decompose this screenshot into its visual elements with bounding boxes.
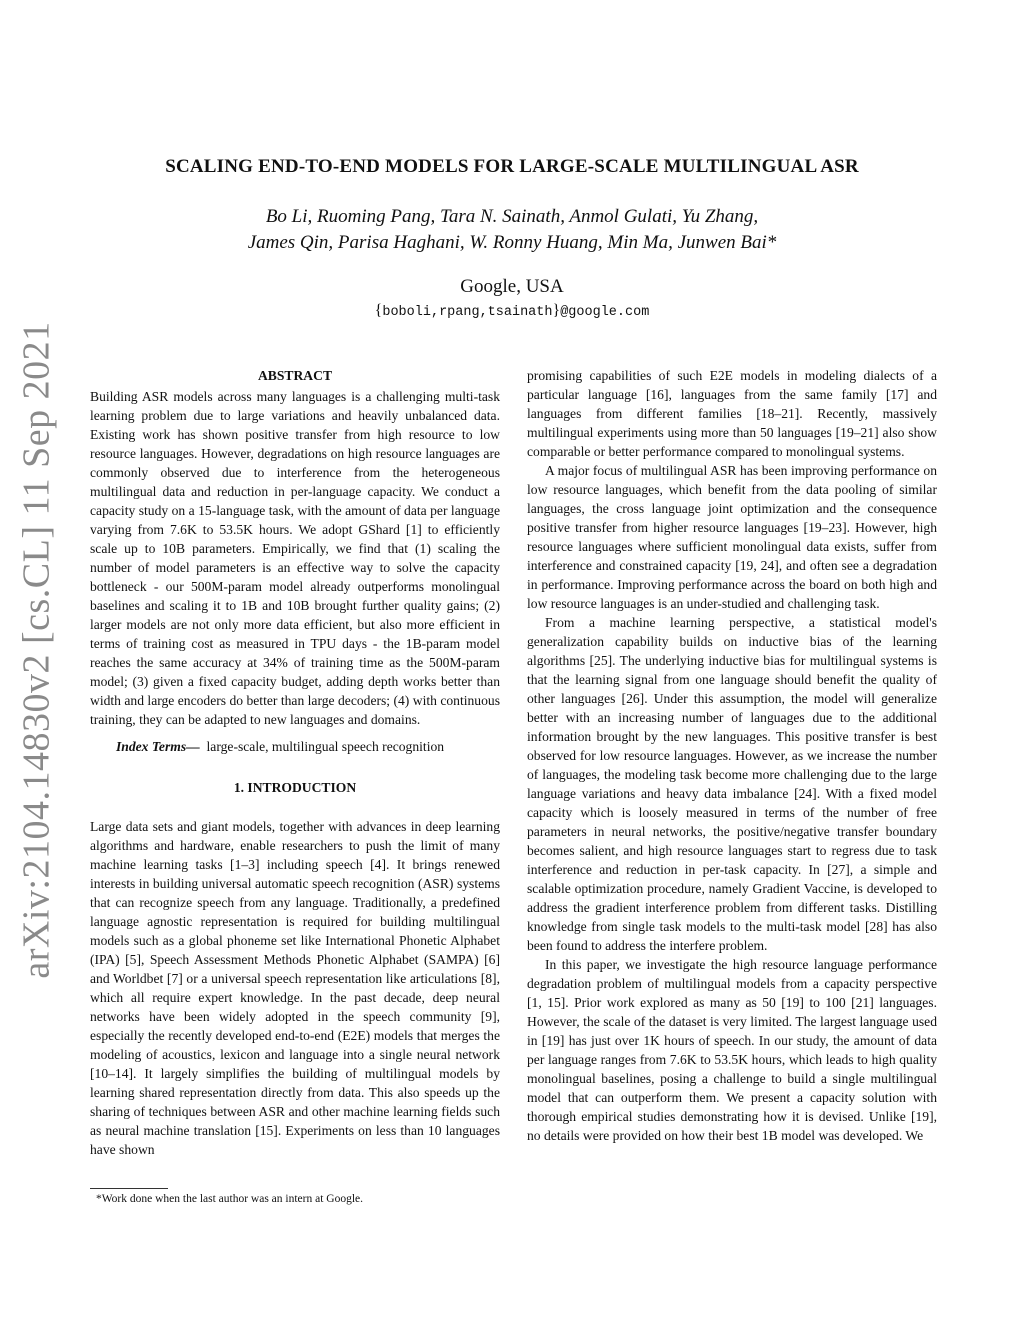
left-column bbox=[90, 366, 500, 1159]
abstract-heading: ABSTRACT bbox=[257, 368, 333, 383]
footnote: *Work done when the last author was an intern at Google. bbox=[96, 1193, 364, 1205]
email-domain: @google.com bbox=[560, 305, 650, 320]
authors-line-2: James Qin, Parisa Haghani, W. Ronny Huang, Min Ma, Junwen Bai* bbox=[247, 232, 777, 253]
author-emails[interactable] bbox=[0, 302, 1024, 320]
affiliation: Google, USA bbox=[460, 276, 564, 297]
intro-paragraph-5: In this paper, we investigate the high resource language performance degradation problem of multilingual models from a capacity perspective [1, 15]. Prior work explored as many as 50 [19] to 100 [21] languages. However, the scale of the dataset is very limited. The largest language used in [19] has just over 1K hours of speech. In our study, the amount of data per language ranges from 7.6K to 53.5K hours, which leads to high quality monolingual baselines, posing a challenge to build a single multilingual model that can outperform them. We present a capacity solution with thorough empirical studies demonstrating how it is devised. Unlike [19], no details were provided on how their best 1B model was developed. We bbox=[527, 957, 937, 1143]
right-column bbox=[527, 366, 937, 1145]
abstract-text: Building ASR models across many languages is a challenging multi-task learning problem due to large variations and heavily unbalanced data. Existing work has shown positive transfer from high resource to low resource languages. However, degradations on high resource languages are commonly observed due to interference from the heterogeneous multilingual data and reduction in per-language capacity. We conduct a capacity study on a 15-language task, with the amount of data per language varying from 7.6K to 53.5K hours. We adopt GShard [1] to efficiently scale up to 10B parameters. Empirically, we find that (1) scaling the number of model parameters is an effective way to solve the capacity bottleneck - our 500M-param model already outperforms monolingual baselines and scaling it to 1B and 10B brought further quality gains; (2) larger models are not only more data efficient, but also more efficient in terms of training cost as measured in TPU days - the 1B-param model reaches the same accuracy at 34% of training time as the 500M-param model; (3) given a fixed capacity budget, adding depth works better than width and large encoders do better than large decoders; (4) with continuous training, they can be adapted to new languages and domains. bbox=[90, 389, 500, 727]
intro-paragraph-1: Large data sets and giant models, together with advances in deep learning algorithms and hardware, enable researchers to push the limit of many machine learning tasks [1–3] including speech [4]. It brings renewed interests in building universal automatic speech recognition (ASR) systems that can recognize speech from any language. Traditionally, a predefined language agnostic representation is required for building multilingual models such as a global phoneme set like International Phonetic Alphabet (IPA) [5], Speech Assessment Methods Phonetic Alphabet (SAMPA) [6] and Worldbet [7] or a universal speech representation like articulations [8], which all require expert knowledge. In the past decade, deep neural networks have been widely adopted in the speech community [9], especially the recently developed end-to-end (E2E) models that merges the modeling of acoustics, lexicon and language into a single neural network [10–14]. It largely simplifies the building of multilingual models by learning shared representation directly from data. This also speeds up the sharing of techniques between ASR and other machine learning fields such as neural machine translation [15]. Experiments on less than 10 languages have shown bbox=[90, 819, 500, 1157]
author-list bbox=[0, 204, 1024, 256]
introduction-heading: 1. INTRODUCTION bbox=[233, 780, 357, 795]
email-brace-close: } bbox=[552, 302, 561, 319]
authors-line-1: Bo Li, Ruoming Pang, Tara N. Sainath, Anmol Gulati, Yu Zhang, bbox=[265, 206, 759, 227]
index-terms-value: large-scale, multilingual speech recognition bbox=[206, 739, 445, 754]
intro-paragraph-4: From a machine learning perspective, a statistical model's generalization capability builds on inductive bias of the learning algorithms [25]. The underlying inductive bias for multilingual systems is that the learning signal from one language should benefit the quality of other languages [26]. Under this assumption, the model will generalize better with an increasing number of languages due to the additional information brought by the new languages. This positive transfer is best observed for low resource languages. However, as we increase the number of languages, the modeling task become more challenging due to the large language variations and heavy data imbalance [24]. With a fixed model capacity which is loosely measured in terms of the number of free parameters in neural networks, the positive/negative transfer boundary becomes salient, and high resource languages start to regress due to task interference and reduction in per-task capacity. In [27], a simple and scalable optimization procedure, namely Gradient Vaccine, is developed to address the gradient interference problem from different tasks. Distilling knowledge from single task models to the multi-task model [28] has also been found to address the interfere problem. bbox=[527, 615, 937, 953]
arxiv-identifier: arXiv:2104.14830v2 [cs.CL] 11 Sep 2021 bbox=[16, 321, 59, 979]
email-users: boboli,rpang,tsainath bbox=[382, 305, 553, 320]
index-terms-label: Index Terms— bbox=[116, 739, 200, 754]
intro-paragraph-3: A major focus of multilingual ASR has been improving performance on low resource languages, which benefit from the data pooling of similar languages, the cross language joint optimization and the consequence positive transfer from higher resource languages [19–23]. However, high resource languages where sufficient monolingual data exists, suffer from interference and constrained capacity [19, 24], and often see a degradation in performance. Improving performance across the board on both high and low resource languages is an under-studied and challenging task. bbox=[527, 463, 937, 611]
index-terms bbox=[90, 737, 500, 756]
paper-title: SCALING END-TO-END MODELS FOR LARGE-SCALE MULTILINGUAL ASR bbox=[165, 156, 859, 177]
footnote-rule bbox=[90, 1188, 168, 1189]
email-brace-open: { bbox=[374, 302, 383, 319]
intro-paragraph-2: promising capabilities of such E2E models in modeling dialects of a particular language [16], languages from the same family [17] and languages from different families [18–21]. Recently, massively multilingual experiments using more than 50 languages [19–21] also show comparable or better performance compared to monolingual systems. bbox=[527, 368, 937, 459]
